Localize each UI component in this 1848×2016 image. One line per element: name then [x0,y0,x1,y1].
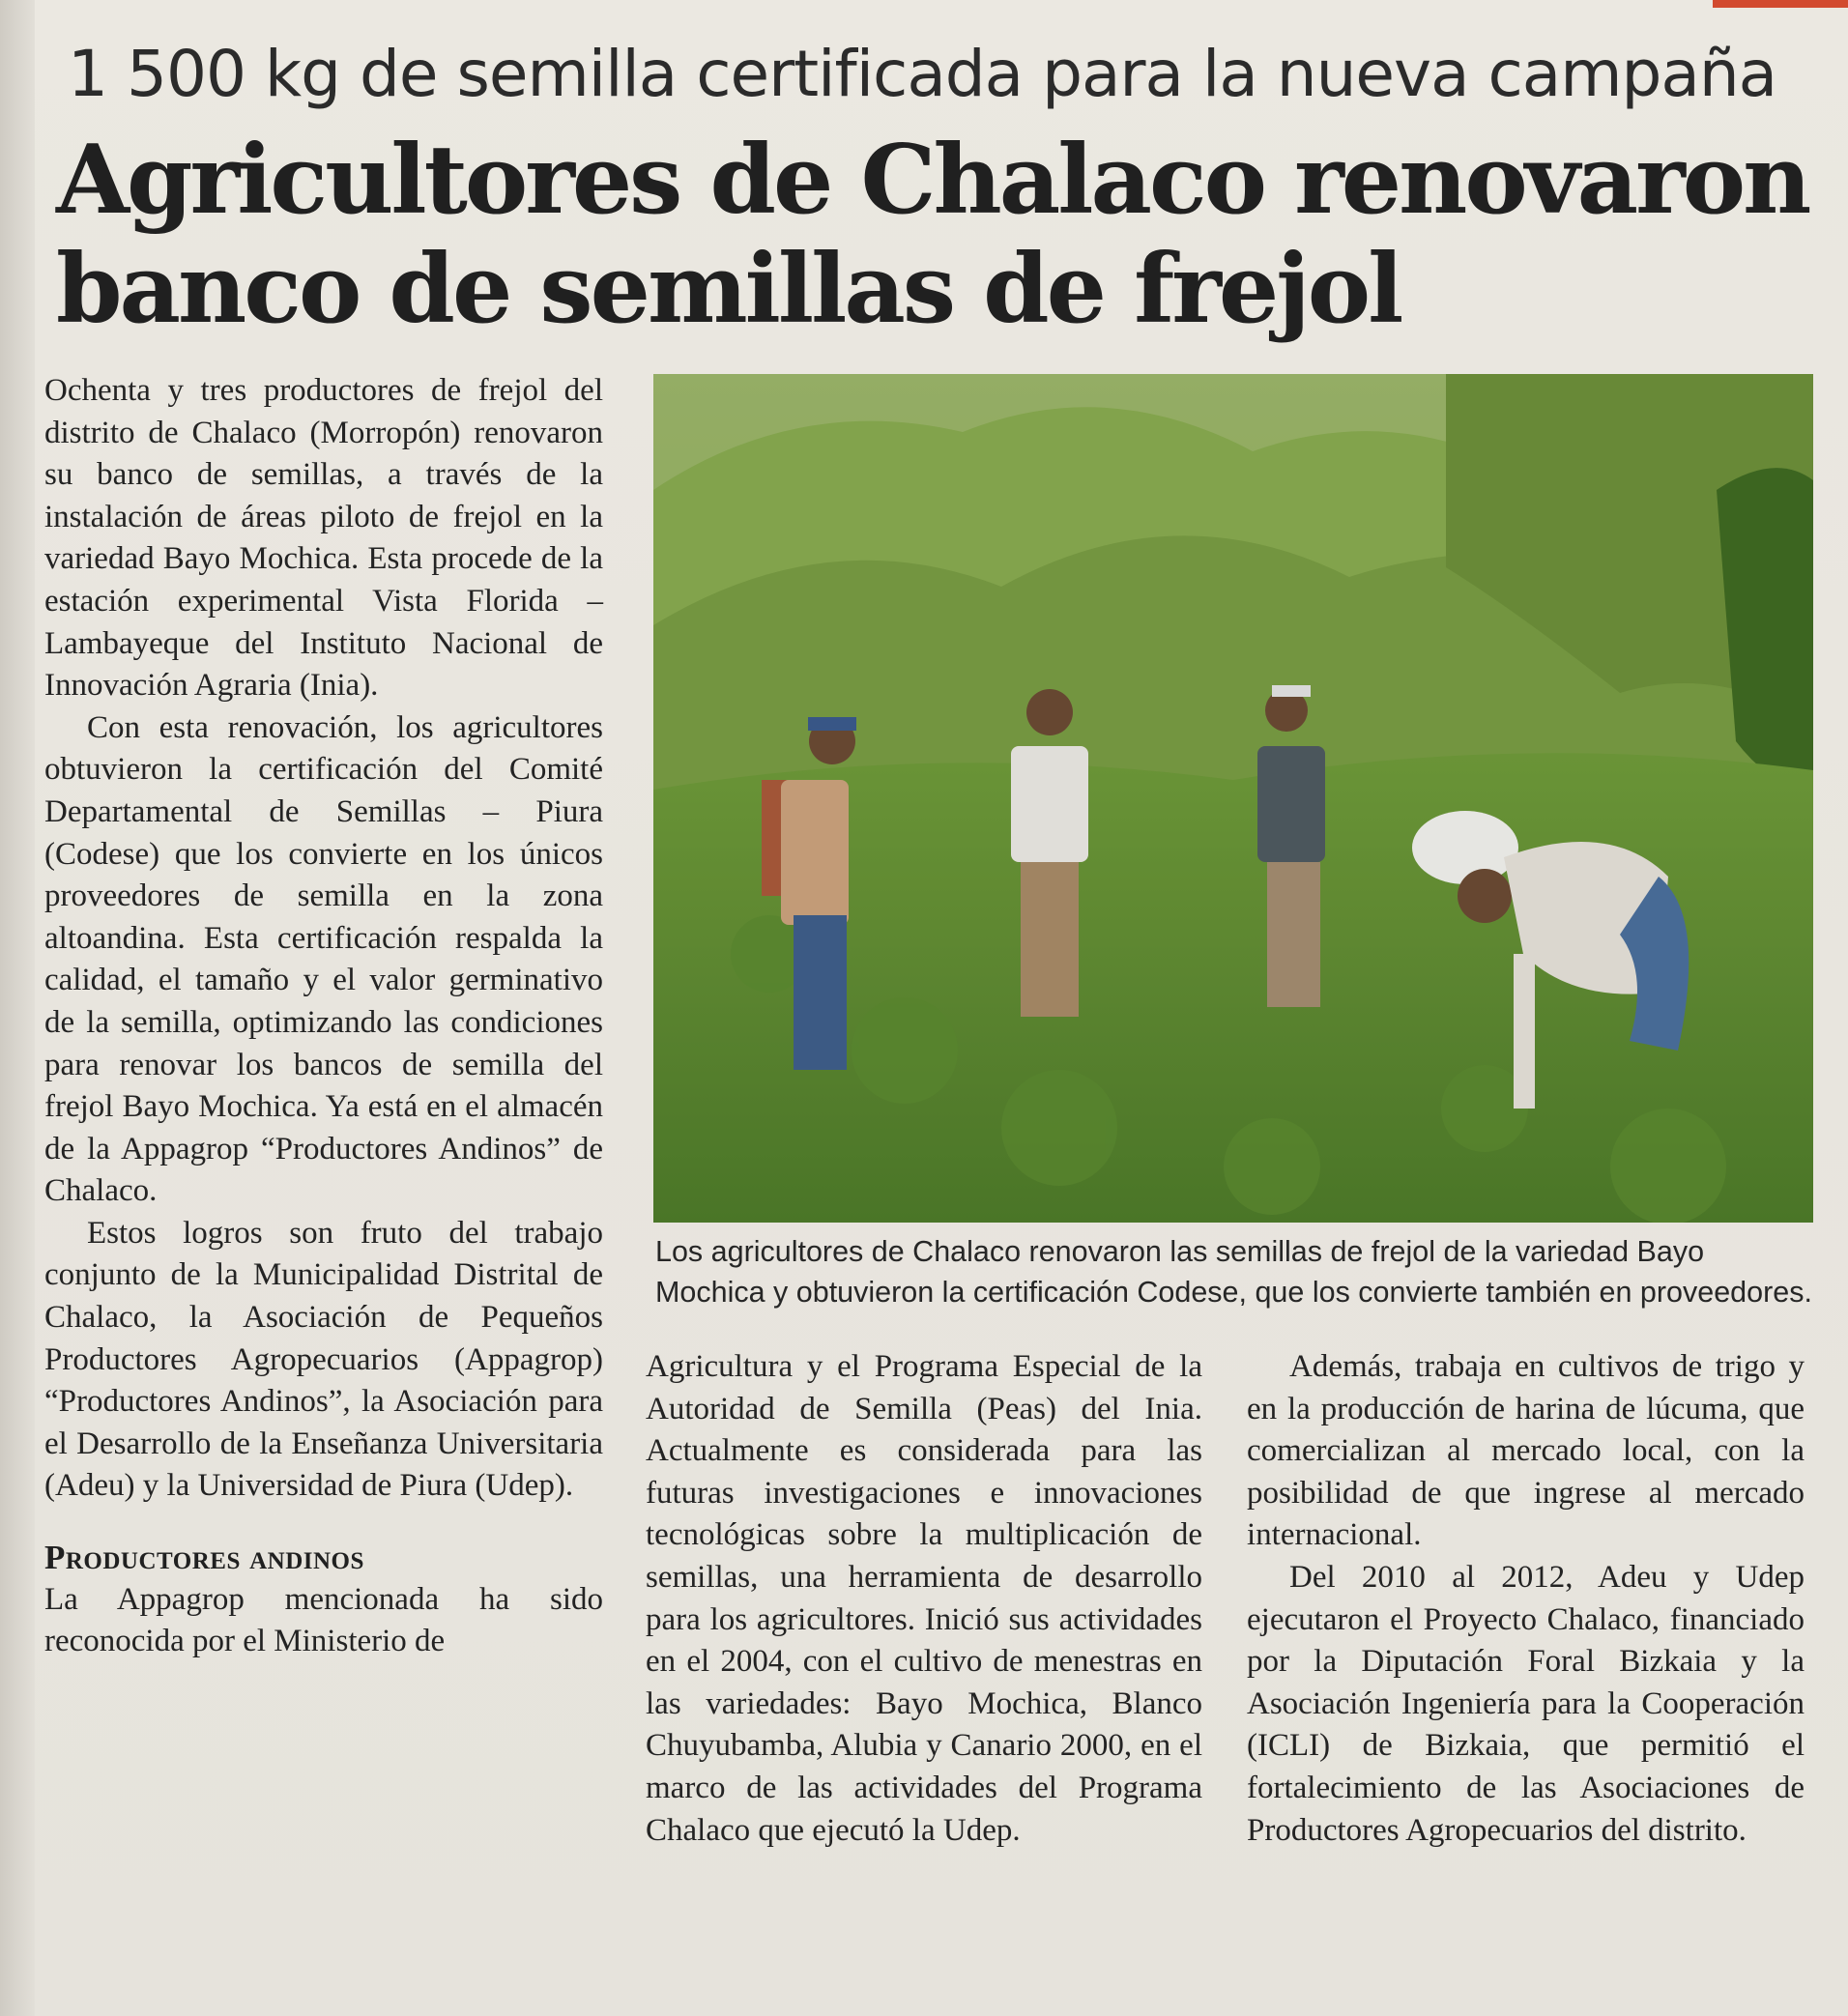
paragraph: Ochenta y tres productores de frejol del distrito de Chalaco (Morropón) renovaron su banco de semillas, a través de la instalación de áreas piloto de frejol en la variedad Bayo Mochica. Esta procede de la estación experimental Vista Florida – Lambayeque del Instituto Nacional de Innovación Agraria (Inia). [44,373,603,704]
article-column-1 [44,370,603,1663]
farmers-field-photo [653,374,1813,1223]
paragraph: Con esta renovación, los agricultores obtuvieron la certificación del Comité Departamental de Semillas – Piura (Codese) que los convierte en los únicos proveedores de semilla en la zona altoandina. Esta certificación respalda la calidad, el tamaño y el valor germinativo de la semilla, optimizando las condiciones para renovar los bancos de semilla del frejol Bayo Mochica. Ya está en el almacén de la Appagrop “Productores Andinos” de Chalaco. [44,709,603,1209]
paragraph: Además, trabaja en cultivos de trigo y en la producción de harina de lúcuma, que comercializan al mercado local, con la posibilidad de que ingrese al mercado internacional. [1247,1349,1805,1553]
section-subhead: Productores andinos [44,1539,364,1577]
paragraph: Del 2010 al 2012, Adeu y Udep ejecutaron el Proyecto Chalaco, financiado por la Diputación Foral Bizkaia y la Asociación Ingeniería para la Cooperación (ICLI) de Bizkaia, que permitió el fortalecimiento de las Asociaciones de Productores Agropecuarios del distrito. [1247,1559,1805,1848]
paragraph: La Appagrop mencionada ha sido reconocida por el Ministerio de [44,1581,603,1659]
corner-color-bar [1713,0,1848,8]
page-edge [0,0,35,2016]
photo-illustration [653,374,1813,1223]
article-kicker: 1 500 kg de semilla certificada para la nueva campaña [68,37,1777,111]
article-column-2 [646,1346,1202,1852]
article-column-3 [1247,1346,1805,1852]
article-headline: Agricultores de Chalaco renovaron banco de semillas de frejol [56,125,1809,345]
paragraph: Agricultura y el Programa Especial de la Autoridad de Semilla (Peas) del Inia. Actualmente es considerada para las futuras investigaciones e innovaciones tecnológicas sobre la multiplicación de semillas, una herramienta de desarrollo para los agricultores. Inició sus actividades en el 2004, con el cultivo de menestras en las variedades: Bayo Mochica, Blanco Chuyubamba, Alubia y Canario 2000, en el marco de las actividades del Programa Chalaco que ejecutó la Udep. [646,1349,1202,1848]
photo-caption: Los agricultores de Chalaco renovaron las semillas de frejol de la variedad Bayo Mochica y obtuvieron la certificación Codese, que los convierte también en proveedores. [655,1235,1812,1309]
paragraph: Estos logros son fruto del trabajo conjunto de la Municipalidad Distrital de Chalaco, la Asociación de Pequeños Productores Agropecuarios (Appagrop) “Productores Andinos”, la Asociación para el Desarrollo de la Enseñanza Universitaria (Adeu) y la Universidad de Piura (Udep). [44,1215,603,1504]
